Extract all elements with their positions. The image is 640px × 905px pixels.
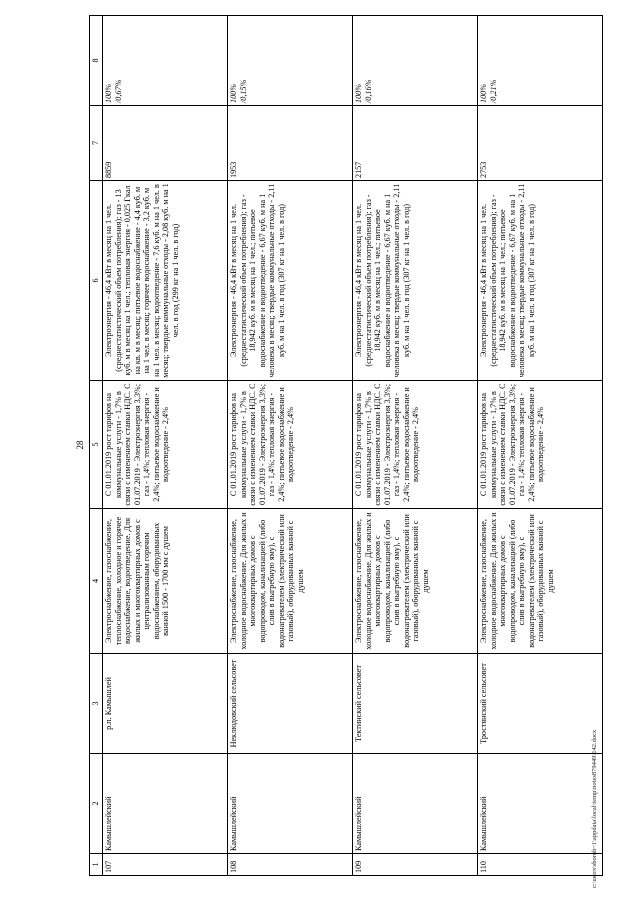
- percent-total: 100%: [354, 83, 363, 103]
- footer-file-path: c:\users\sboroh~1\appdata\local\temp\notes879449\142.docx: [591, 729, 598, 888]
- population-cell: 8859: [103, 106, 228, 181]
- header-cell: 8: [90, 16, 103, 106]
- table-row: [478, 16, 603, 876]
- settlement-cell: р.п. Камышлей: [103, 654, 228, 754]
- tariff-table: [89, 15, 603, 876]
- percent-share: /0,67%: [113, 79, 123, 103]
- district-cell: Камышлейский: [478, 754, 603, 854]
- header-cell: 3: [90, 654, 103, 754]
- population-cell: 2157: [353, 106, 478, 181]
- header-cell: 4: [90, 509, 103, 654]
- header-cell: 5: [90, 381, 103, 509]
- consumption-norms-cell: Электроэнергия - 46,4 кВт в месяц на 1 чел. (среднестатистический объем потребления); газ - 18,942 куб. м в месяц на 1 чел.; питьевое водоснабжение и водоотведение - 6,67 куб. м на 1 человека в месяц; твердые коммунальные отходы - 2,11 куб. м на 1 чел. в год (307 кг на 1 чел. в год): [353, 181, 478, 381]
- population-cell: 2753: [478, 106, 603, 181]
- percent-total: 100%: [104, 83, 113, 103]
- table-row: [228, 16, 353, 876]
- district-cell: Камышлейский: [103, 754, 228, 854]
- table-row: [103, 16, 228, 876]
- population-cell: 1953: [228, 106, 353, 181]
- header-cell: 1: [90, 854, 103, 876]
- consumption-norms-cell: Электроэнергия - 46,4 кВт в месяц на 1 чел. (среднестатистический объем потребления); газ - 13 куб. м в месяц на 1 чел.; тепловая энергия - 0,025 Гкал на кв. м в месяц; питьевое водоснабжение - 4,4 куб. м на 1 чел. в месяц; горячее водоснабжение - 3,2 куб. м на 1 чел. в месяц; водоотведение - 7,6 куб. м на 1 чел. в месяц; твердые коммунальные отходы - 2,08 куб. м на 1 чел. в год (299 кг на 1 чел. в год): [103, 181, 228, 381]
- table-header-row: [90, 16, 103, 876]
- services-cell: Электроснабжение, газоснабжение, теплоснабжение, холодное и горячее водоснабжение, водоотведение. Для жилых и многоквартирных домов с централизованным горячим водоснабжением, оборудованных ванной 1500 - 1700 мм с душем: [103, 509, 228, 654]
- page-number: 28: [75, 440, 85, 450]
- row-number: 110: [478, 854, 603, 876]
- percent-cell: [228, 16, 353, 106]
- settlement-cell: Тектинский сельсовет: [353, 654, 478, 754]
- consumption-norms-cell: Электроэнергия - 46,4 кВт в месяц на 1 чел. (среднестатистический объем потребления); газ - 18,942 куб. м в месяц на 1 чел.; питьевое водоснабжение и водоотведение - 6,67 куб. м на 1 человека в месяц; твердые коммунальные отходы - 2,11 куб. м на 1 чел. в год (307 кг на 1 чел. в год): [478, 181, 603, 381]
- tariff-growth-cell: С 01.01.2019 рост тарифов на коммунальные услуги - 1,7% в связи с изменением ставки НДС. С 01.07.2019 - Электроэнергия 3,3%; газ - 1,4%; тепловая энергия - 2,4%; питьевое водоснабжение и водоотведение - 2,4%: [228, 381, 353, 509]
- header-cell: 6: [90, 181, 103, 381]
- services-cell: Электроснабжение, газоснабжение, холодное водоснабжение. Для жилых и многоквартирных домов с водопроводом, канализацией (либо слив в выгребную яму), с водонагревателем (электрический или газовый), оборудованных ванной с душем: [478, 509, 603, 654]
- district-cell: Камышлейский: [228, 754, 353, 854]
- settlement-cell: Неклюдовский сельсовет: [228, 654, 353, 754]
- consumption-norms-cell: Электроэнергия - 46,4 кВт в месяц на 1 чел. (среднестатистический объем потребления); газ - 18,942 куб. м в месяц на 1 чел.; питьевое водоснабжение и водоотведение - 6,67 куб. м на 1 человека в месяц; твердые коммунальные отходы - 2,11 куб. м на 1 чел. в год (307 кг на 1 чел. в год): [228, 181, 353, 381]
- percent-total: 100%: [479, 83, 488, 103]
- percent-share: /0,21%: [488, 79, 498, 103]
- tariff-growth-cell: С 01.01.2019 рост тарифов на коммунальные услуги - 1,7% в связи с изменением ставки НДС. С 01.07.2019 - Электроэнергия 3,3%; газ - 1,4%; тепловая энергия - 2,4%; питьевое водоснабжение и водоотведение - 2,4%: [353, 381, 478, 509]
- tariff-growth-cell: С 01.01.2019 рост тарифов на коммунальные услуги - 1,7% в связи с изменением ставки НДС. С 01.07.2019 - Электроэнергия 3,3%; газ - 1,4%; тепловая энергия - 2,4%; питьевое водоснабжение и водоотведение - 2,4%: [103, 381, 228, 509]
- percent-cell: [353, 16, 478, 106]
- rotated-table-wrapper: [89, 16, 603, 876]
- services-cell: Электроснабжение, газоснабжение, холодное водоснабжение. Для жилых и многоквартирных домов с водопроводом, канализацией (либо слив в выгребную яму), с водонагревателем (электрический или газовый), оборудованных ванной с душем: [228, 509, 353, 654]
- percent-share: /0,15%: [238, 79, 248, 103]
- header-cell: 7: [90, 106, 103, 181]
- row-number: 107: [103, 854, 228, 876]
- row-number: 109: [353, 854, 478, 876]
- header-cell: 2: [90, 754, 103, 854]
- row-number: 108: [228, 854, 353, 876]
- percent-cell: [103, 16, 228, 106]
- services-cell: Электроснабжение, газоснабжение, холодное водоснабжение. Для жилых и многоквартирных домов с водопроводом, канализацией (либо слив в выгребную яму), с водонагревателем (электрический или газовый), оборудованных ванной с душем: [353, 509, 478, 654]
- district-cell: Камышлейский: [353, 754, 478, 854]
- table-row: [353, 16, 478, 876]
- percent-total: 100%: [229, 83, 238, 103]
- percent-share: /0,16%: [363, 79, 373, 103]
- settlement-cell: Тростянский сельсовет: [478, 654, 603, 754]
- percent-cell: [478, 16, 603, 106]
- tariff-growth-cell: С 01.01.2019 рост тарифов на коммунальные услуги - 1,7% в связи с изменением ставки НДС. С 01.07.2019 - Электроэнергия 3,3%; газ - 1,4%; тепловая энергия - 2,4%; питьевое водоснабжение и водоотведение - 2,4%: [478, 381, 603, 509]
